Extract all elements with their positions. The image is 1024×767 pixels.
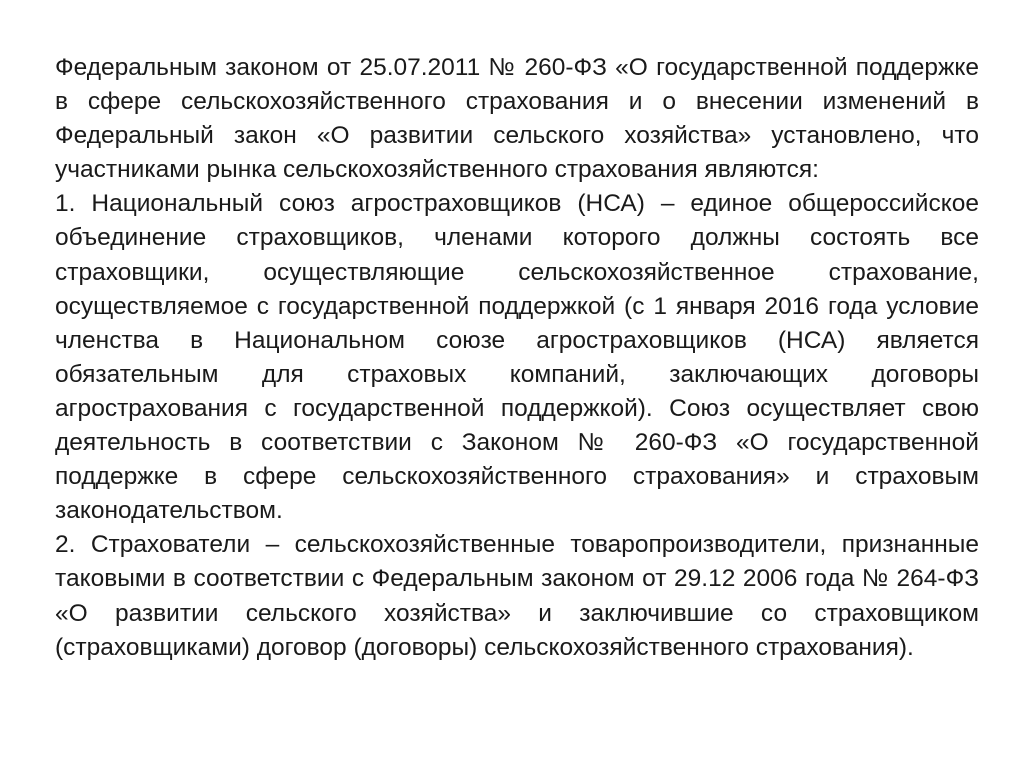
item-1-paragraph: 1. Национальный союз агростраховщиков (НСА) – единое общероссийское объединение страховщиков, членами которого должны состоять все страховщики, осуществляющие сельскохозяйственное страхование, осуществляемое с государственной поддержкой (с 1 января 2016 года условие членства в Национальном союзе агростраховщиков (НСА) является обязательным для страховых компаний, заключающих договоры агрострахования с государственной поддержкой). Союз осуществляет свою деятельность в соответствии с Законом № 260-ФЗ «О государственной поддержке в сфере сельскохозяйственного страхования» и страховым законодательством. bbox=[55, 190, 979, 525]
body-text bbox=[55, 51, 979, 665]
intro-paragraph: Федеральным законом от 25.07.2011 № 260-ФЗ «О государственной поддержке в сфере сельскохозяйственного страхования и о внесении изменений в Федеральный закон «О развитии сельского хозяйства» установлено, что участниками рынка сельскохозяйственного страхования являются: bbox=[55, 54, 979, 184]
item-2-paragraph: 2. Страхователи – сельскохозяйственные товаропроизводители, признанные таковыми в соответствии с Федеральным законом от 29.12 2006 года № 264-ФЗ «О развитии сельского хозяйства» и заключившие со страховщиком (страховщиками) договор (договоры) сельскохозяйственного страхования). bbox=[55, 531, 979, 661]
